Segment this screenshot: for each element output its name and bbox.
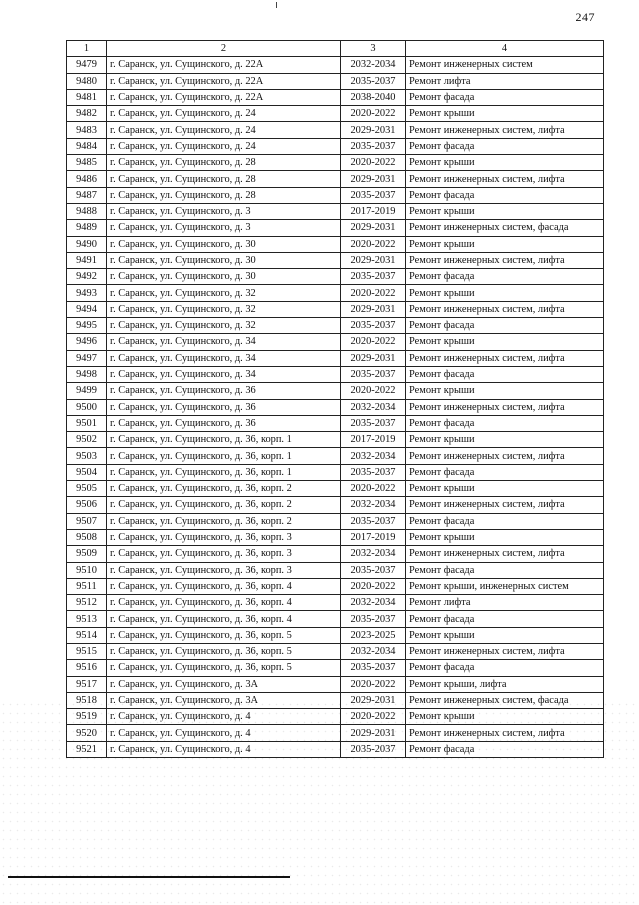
table-row [67,73,604,89]
period-cell: 2035-2037 [341,741,406,757]
row-number-cell: 9482 [67,106,107,122]
period-cell: 2032-2034 [341,643,406,659]
work-type-cell: Ремонт инженерных систем, лифта [406,448,604,464]
work-type-cell: Ремонт инженерных систем, лифта [406,252,604,268]
work-type-cell: Ремонт крыши [406,627,604,643]
period-cell: 2032-2034 [341,595,406,611]
table-row [67,187,604,203]
work-type-cell: Ремонт крыши [406,155,604,171]
header-col-3: 3 [341,41,406,57]
work-type-cell: Ремонт крыши [406,481,604,497]
period-cell: 2035-2037 [341,318,406,334]
address-cell: г. Саранск, ул. Сущинского, д. 36, корп. 4 [107,611,341,627]
address-cell: г. Саранск, ул. Сущинского, д. 28 [107,187,341,203]
row-number-cell: 9487 [67,187,107,203]
work-type-cell: Ремонт крыши [406,285,604,301]
work-type-cell: Ремонт лифта [406,73,604,89]
address-cell: г. Саранск, ул. Сущинского, д. 36 [107,399,341,415]
period-cell: 2020-2022 [341,285,406,301]
table-row [67,643,604,659]
address-cell: г. Саранск, ул. Сущинского, д. 36, корп. 5 [107,643,341,659]
row-number-cell: 9501 [67,415,107,431]
address-cell: г. Саранск, ул. Сущинского, д. 36, корп. 3 [107,529,341,545]
row-number-cell: 9495 [67,318,107,334]
period-cell: 2029-2031 [341,301,406,317]
address-cell: г. Саранск, ул. Сущинского, д. 3 [107,203,341,219]
table-row [67,138,604,154]
work-type-cell: Ремонт инженерных систем [406,57,604,73]
table-row [67,203,604,219]
address-cell: г. Саранск, ул. Сущинского, д. 22А [107,57,341,73]
work-type-cell: Ремонт фасада [406,513,604,529]
period-cell: 2017-2019 [341,432,406,448]
work-type-cell: Ремонт инженерных систем, фасада [406,692,604,708]
address-cell: г. Саранск, ул. Сущинского, д. 36 [107,383,341,399]
address-cell: г. Саранск, ул. Сущинского, д. 22А [107,89,341,105]
address-cell: г. Саранск, ул. Сущинского, д. 36, корп. 5 [107,627,341,643]
address-cell: г. Саранск, ул. Сущинского, д. 24 [107,138,341,154]
period-cell: 2029-2031 [341,171,406,187]
address-cell: г. Саранск, ул. Сущинского, д. 34 [107,334,341,350]
table-row [67,415,604,431]
work-type-cell: Ремонт фасада [406,366,604,382]
work-type-cell: Ремонт инженерных систем, лифта [406,546,604,562]
period-cell: 2035-2037 [341,187,406,203]
table-row [67,122,604,138]
row-number-cell: 9507 [67,513,107,529]
work-type-cell: Ремонт фасада [406,611,604,627]
table-row [67,676,604,692]
address-cell: г. Саранск, ул. Сущинского, д. 36, корп. 1 [107,432,341,448]
table-row [67,432,604,448]
work-type-cell: Ремонт инженерных систем, фасада [406,220,604,236]
row-number-cell: 9498 [67,366,107,382]
table-row [67,220,604,236]
address-cell: г. Саранск, ул. Сущинского, д. 36, корп. 1 [107,448,341,464]
period-cell: 2029-2031 [341,122,406,138]
address-cell: г. Саранск, ул. Сущинского, д. 36, корп. 1 [107,464,341,480]
table-row [67,366,604,382]
table-row [67,448,604,464]
row-number-cell: 9499 [67,383,107,399]
work-type-cell: Ремонт фасада [406,187,604,203]
work-type-cell: Ремонт фасада [406,415,604,431]
work-type-cell: Ремонт крыши [406,106,604,122]
table-row [67,155,604,171]
row-number-cell: 9486 [67,171,107,187]
work-type-cell: Ремонт фасада [406,318,604,334]
row-number-cell: 9500 [67,399,107,415]
table-row [67,350,604,366]
row-number-cell: 9485 [67,155,107,171]
address-cell: г. Саранск, ул. Сущинского, д. 36, корп. 2 [107,513,341,529]
period-cell: 2020-2022 [341,334,406,350]
period-cell: 2032-2034 [341,546,406,562]
row-number-cell: 9484 [67,138,107,154]
row-number-cell: 9494 [67,301,107,317]
address-cell: г. Саранск, ул. Сущинского, д. 3 [107,220,341,236]
row-number-cell: 9508 [67,529,107,545]
address-cell: г. Саранск, ул. Сущинского, д. 36, корп. 4 [107,595,341,611]
row-number-cell: 9514 [67,627,107,643]
work-type-cell: Ремонт инженерных систем, лифта [406,399,604,415]
work-type-cell: Ремонт инженерных систем, лифта [406,171,604,187]
table-row [67,269,604,285]
row-number-cell: 9503 [67,448,107,464]
table-row [67,57,604,73]
table-row [67,627,604,643]
work-type-cell: Ремонт инженерных систем, лифта [406,497,604,513]
row-number-cell: 9490 [67,236,107,252]
work-type-cell: Ремонт фасада [406,269,604,285]
row-number-cell: 9510 [67,562,107,578]
table-row [67,562,604,578]
address-cell: г. Саранск, ул. Сущинского, д. 36 [107,415,341,431]
address-cell: г. Саранск, ул. Сущинского, д. 36, корп. 2 [107,497,341,513]
table-row [67,692,604,708]
work-type-cell: Ремонт фасада [406,660,604,676]
work-type-cell: Ремонт лифта [406,595,604,611]
work-type-cell: Ремонт инженерных систем, лифта [406,725,604,741]
period-cell: 2029-2031 [341,220,406,236]
row-number-cell: 9509 [67,546,107,562]
row-number-cell: 9504 [67,464,107,480]
period-cell: 2020-2022 [341,383,406,399]
table-row [67,725,604,741]
bottom-rule [8,876,290,878]
work-type-cell: Ремонт фасада [406,741,604,757]
period-cell: 2032-2034 [341,399,406,415]
table-row [67,383,604,399]
period-cell: 2035-2037 [341,464,406,480]
table-row [67,741,604,757]
address-cell: г. Саранск, ул. Сущинского, д. 4 [107,709,341,725]
address-cell: г. Саранск, ул. Сущинского, д. 36, корп. 3 [107,546,341,562]
address-cell: г. Саранск, ул. Сущинского, д. 3А [107,676,341,692]
row-number-cell: 9480 [67,73,107,89]
work-type-cell: Ремонт крыши, инженерных систем [406,578,604,594]
address-cell: г. Саранск, ул. Сущинского, д. 36, корп. 4 [107,578,341,594]
table-row [67,236,604,252]
row-number-cell: 9489 [67,220,107,236]
work-type-cell: Ремонт крыши [406,236,604,252]
period-cell: 2035-2037 [341,366,406,382]
row-number-cell: 9502 [67,432,107,448]
row-number-cell: 9491 [67,252,107,268]
repair-schedule-table [66,40,604,758]
period-cell: 2023-2025 [341,627,406,643]
period-cell: 2038-2040 [341,89,406,105]
address-cell: г. Саранск, ул. Сущинского, д. 30 [107,269,341,285]
address-cell: г. Саранск, ул. Сущинского, д. 36, корп. 5 [107,660,341,676]
period-cell: 2020-2022 [341,481,406,497]
address-cell: г. Саранск, ул. Сущинского, д. 4 [107,725,341,741]
address-cell: г. Саранск, ул. Сущинского, д. 24 [107,122,341,138]
address-cell: г. Саранск, ул. Сущинского, д. 30 [107,252,341,268]
row-number-cell: 9513 [67,611,107,627]
period-cell: 2035-2037 [341,415,406,431]
row-number-cell: 9520 [67,725,107,741]
table-row [67,578,604,594]
address-cell: г. Саранск, ул. Сущинского, д. 30 [107,236,341,252]
row-number-cell: 9515 [67,643,107,659]
work-type-cell: Ремонт фасада [406,562,604,578]
address-cell: г. Саранск, ул. Сущинского, д. 32 [107,301,341,317]
address-cell: г. Саранск, ул. Сущинского, д. 28 [107,171,341,187]
page-number: 247 [575,10,595,24]
period-cell: 2029-2031 [341,350,406,366]
row-number-cell: 9511 [67,578,107,594]
period-cell: 2020-2022 [341,155,406,171]
period-cell: 2035-2037 [341,562,406,578]
header-col-2: 2 [107,41,341,57]
row-number-cell: 9493 [67,285,107,301]
work-type-cell: Ремонт крыши [406,709,604,725]
header-col-1: 1 [67,41,107,57]
table-body [67,57,604,758]
work-type-cell: Ремонт инженерных систем, лифта [406,350,604,366]
period-cell: 2032-2034 [341,448,406,464]
row-number-cell: 9518 [67,692,107,708]
work-type-cell: Ремонт инженерных систем, лифта [406,643,604,659]
work-type-cell: Ремонт крыши [406,529,604,545]
work-type-cell: Ремонт крыши [406,203,604,219]
work-type-cell: Ремонт крыши [406,383,604,399]
period-cell: 2020-2022 [341,236,406,252]
table-row [67,171,604,187]
row-number-cell: 9496 [67,334,107,350]
table-row [67,497,604,513]
row-number-cell: 9505 [67,481,107,497]
period-cell: 2035-2037 [341,73,406,89]
period-cell: 2035-2037 [341,269,406,285]
table-row [67,334,604,350]
table-row [67,709,604,725]
table-row [67,513,604,529]
period-cell: 2020-2022 [341,676,406,692]
table-row [67,301,604,317]
row-number-cell: 9516 [67,660,107,676]
header-col-4: 4 [406,41,604,57]
table-row [67,318,604,334]
work-type-cell: Ремонт инженерных систем, лифта [406,301,604,317]
table-row [67,481,604,497]
period-cell: 2020-2022 [341,709,406,725]
table-row [67,546,604,562]
period-cell: 2032-2034 [341,497,406,513]
address-cell: г. Саранск, ул. Сущинского, д. 22А [107,73,341,89]
period-cell: 2035-2037 [341,513,406,529]
row-number-cell: 9512 [67,595,107,611]
table-row [67,89,604,105]
row-number-cell: 9519 [67,709,107,725]
row-number-cell: 9481 [67,89,107,105]
table-row [67,285,604,301]
address-cell: г. Саранск, ул. Сущинского, д. 34 [107,366,341,382]
table-row [67,106,604,122]
address-cell: г. Саранск, ул. Сущинского, д. 36, корп. 3 [107,562,341,578]
period-cell: 2035-2037 [341,611,406,627]
table-header-row [67,41,604,57]
period-cell: 2032-2034 [341,57,406,73]
period-cell: 2029-2031 [341,252,406,268]
period-cell: 2017-2019 [341,203,406,219]
work-type-cell: Ремонт фасада [406,138,604,154]
address-cell: г. Саранск, ул. Сущинского, д. 24 [107,106,341,122]
work-type-cell: Ремонт крыши [406,432,604,448]
row-number-cell: 9483 [67,122,107,138]
row-number-cell: 9488 [67,203,107,219]
work-type-cell: Ремонт крыши [406,334,604,350]
row-number-cell: 9517 [67,676,107,692]
row-number-cell: 9521 [67,741,107,757]
period-cell: 2029-2031 [341,725,406,741]
period-cell: 2020-2022 [341,106,406,122]
table-row [67,399,604,415]
scan-tick-mark [276,2,277,8]
period-cell: 2035-2037 [341,660,406,676]
table-row [67,660,604,676]
period-cell: 2029-2031 [341,692,406,708]
address-cell: г. Саранск, ул. Сущинского, д. 32 [107,318,341,334]
work-type-cell: Ремонт инженерных систем, лифта [406,122,604,138]
work-type-cell: Ремонт фасада [406,464,604,480]
row-number-cell: 9492 [67,269,107,285]
row-number-cell: 9506 [67,497,107,513]
table-row [67,611,604,627]
period-cell: 2035-2037 [341,138,406,154]
work-type-cell: Ремонт фасада [406,89,604,105]
period-cell: 2017-2019 [341,529,406,545]
address-cell: г. Саранск, ул. Сущинского, д. 28 [107,155,341,171]
work-type-cell: Ремонт крыши, лифта [406,676,604,692]
row-number-cell: 9479 [67,57,107,73]
table-row [67,252,604,268]
address-cell: г. Саранск, ул. Сущинского, д. 4 [107,741,341,757]
table-row [67,464,604,480]
address-cell: г. Саранск, ул. Сущинского, д. 32 [107,285,341,301]
period-cell: 2020-2022 [341,578,406,594]
row-number-cell: 9497 [67,350,107,366]
address-cell: г. Саранск, ул. Сущинского, д. 3А [107,692,341,708]
address-cell: г. Саранск, ул. Сущинского, д. 34 [107,350,341,366]
table-row [67,595,604,611]
table-row [67,529,604,545]
address-cell: г. Саранск, ул. Сущинского, д. 36, корп. 2 [107,481,341,497]
